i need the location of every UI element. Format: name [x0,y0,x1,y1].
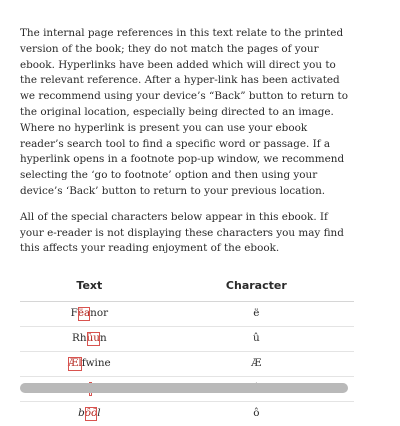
character-cell: ô [253,407,260,420]
missing-glyph-box: ûu [87,331,100,347]
table-header-row [20,271,354,302]
text-cell: Rhûun [20,327,159,352]
table-row [20,302,354,327]
horizontal-scrollbar[interactable] [20,383,348,393]
missing-glyph-box: ôõ [85,406,98,422]
table-row [20,352,354,377]
character-cell: Æ [159,352,354,377]
missing-glyph-box: Æl [68,356,82,372]
table-row [20,402,354,426]
ebook-page [20,26,354,426]
character-cell: û [159,327,354,352]
text-cell: bôõl [20,402,159,426]
character-column-header: Character [159,271,354,302]
missing-glyph-box: ëa [78,306,90,322]
special-characters-paragraph: All of the special characters below appear in this ebook. If your e-reader is not displaying these characters you may find this affects your reading enjoyment of the ebook. [20,210,344,255]
character-cell: ë [159,302,354,327]
table-row [20,327,354,352]
special-characters-table [20,271,354,426]
intro-paragraph: The internal page references in this text relate to the printed version of the book; they do not match the pages of your ebook. Hyperlinks have been added which will direct you to the relevant reference. After a hyper-link has been activated we recommend using your device’s “Back” button to return to the original location, especially being directed to an image. Where no hyperlink is present you can use your ebook reader’s search tool to find a specific word or passage. If a hyperlink opens in a footnote pop-up window, we recommend selecting the ‘go to footnote’ option and then using your device’s ‘Back’ button to return to your previous location. [20,27,348,197]
scrollbar-thumb[interactable] [20,383,348,393]
text-cell: Ælfwine [20,352,159,377]
text-column-header: Text [20,271,159,302]
text-cell: Fëanor [20,302,159,327]
